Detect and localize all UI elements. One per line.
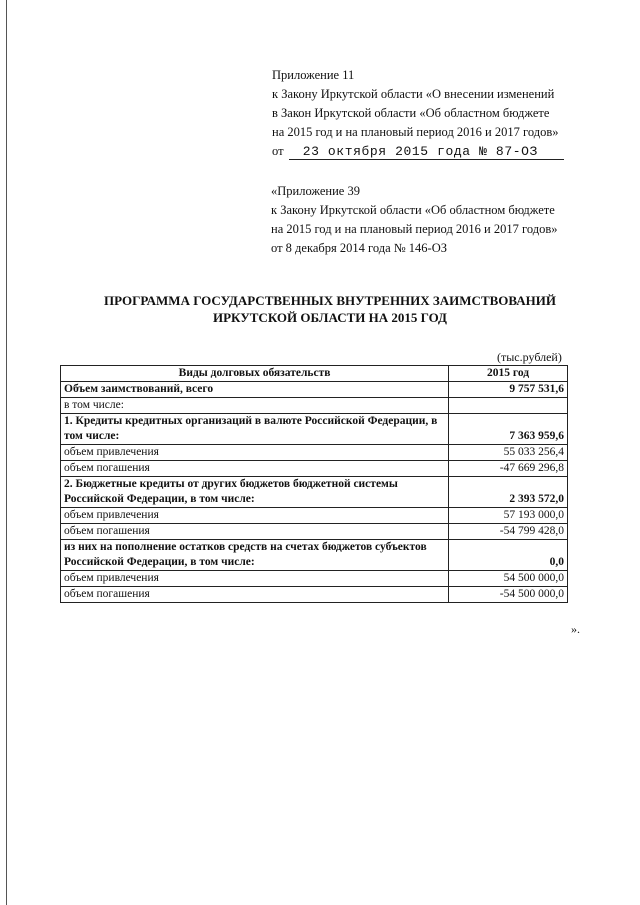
appendix2-line-3: на 2015 год и на плановый период 2016 и 2017 годов» <box>271 222 558 236</box>
appendix2-line-4: от 8 декабря 2014 года № 146-ОЗ <box>271 241 447 255</box>
row-value: 7 363 959,6 <box>449 414 568 445</box>
row-label: 1. Кредиты кредитных организаций в валюте Российской Федерации, в том числе: <box>61 414 449 445</box>
page-edge-line <box>6 0 7 905</box>
appendix2-line-1: «Приложение 39 <box>271 184 360 198</box>
row-value: 2 393 572,0 <box>449 477 568 508</box>
row-label: объем привлечения <box>61 571 449 587</box>
table-row <box>61 477 568 508</box>
row-value: -54 799 428,0 <box>449 524 568 540</box>
appendix-date-line <box>272 142 564 161</box>
row-label: 2. Бюджетные кредиты от других бюджетов бюджетной системы Российской Федерации, в том числе: <box>61 477 449 508</box>
table-row <box>61 524 568 540</box>
appendix-line-4: на 2015 год и на плановый период 2016 и 2017 годов» <box>272 125 559 139</box>
row-label: объем привлечения <box>61 508 449 524</box>
appendix2-line-2: к Закону Иркутской области «Об областном бюджете <box>271 203 555 217</box>
appendix-line-1: Приложение 11 <box>272 68 355 82</box>
date-stamp: 23 октября 2015 года № 87-ОЗ <box>289 144 564 160</box>
closing-quote: ». <box>571 622 580 636</box>
title-line-1: ПРОГРАММА ГОСУДАРСТВЕННЫХ ВНУТРЕННИХ ЗАИМСТВОВАНИЙ <box>104 293 556 308</box>
row-label: объем погашения <box>61 524 449 540</box>
debt-table <box>60 365 568 603</box>
table-row <box>61 508 568 524</box>
row-value: 55 033 256,4 <box>449 445 568 461</box>
table-header-row <box>61 366 568 382</box>
header-debt-types: Виды долговых обязательств <box>61 366 449 382</box>
row-value <box>449 398 568 414</box>
appendix-header <box>272 66 564 161</box>
row-label: объем погашения <box>61 587 449 603</box>
appendix-original-header <box>271 182 557 258</box>
row-value: -47 669 296,8 <box>449 461 568 477</box>
table-row <box>61 445 568 461</box>
row-value: 54 500 000,0 <box>449 571 568 587</box>
row-value: -54 500 000,0 <box>449 587 568 603</box>
table-row <box>61 398 568 414</box>
header-year: 2015 год <box>449 366 568 382</box>
row-label: объем привлечения <box>61 445 449 461</box>
appendix-line-2: к Закону Иркутской области «О внесении изменений <box>272 87 555 101</box>
row-label: из них на пополнение остатков средств на счетах бюджетов субъектов Российской Федерации, в том числе: <box>61 540 449 571</box>
table-row <box>61 382 568 398</box>
table-body <box>61 382 568 603</box>
units-label: (тыс.рублей) <box>497 350 562 364</box>
table-row <box>61 587 568 603</box>
title-line-2: ИРКУТСКОЙ ОБЛАСТИ НА 2015 ГОД <box>213 310 447 325</box>
table-row <box>61 461 568 477</box>
table-row <box>61 414 568 445</box>
document-title <box>70 292 590 326</box>
table-row <box>61 571 568 587</box>
row-label: Объем заимствований, всего <box>61 382 449 398</box>
row-value: 9 757 531,6 <box>449 382 568 398</box>
table-row <box>61 540 568 571</box>
row-value: 0,0 <box>449 540 568 571</box>
row-label: объем погашения <box>61 461 449 477</box>
appendix-line-3: в Закон Иркутской области «Об областном бюджете <box>272 106 550 120</box>
row-value: 57 193 000,0 <box>449 508 568 524</box>
date-prefix: от <box>272 144 284 158</box>
row-label: в том числе: <box>61 398 449 414</box>
